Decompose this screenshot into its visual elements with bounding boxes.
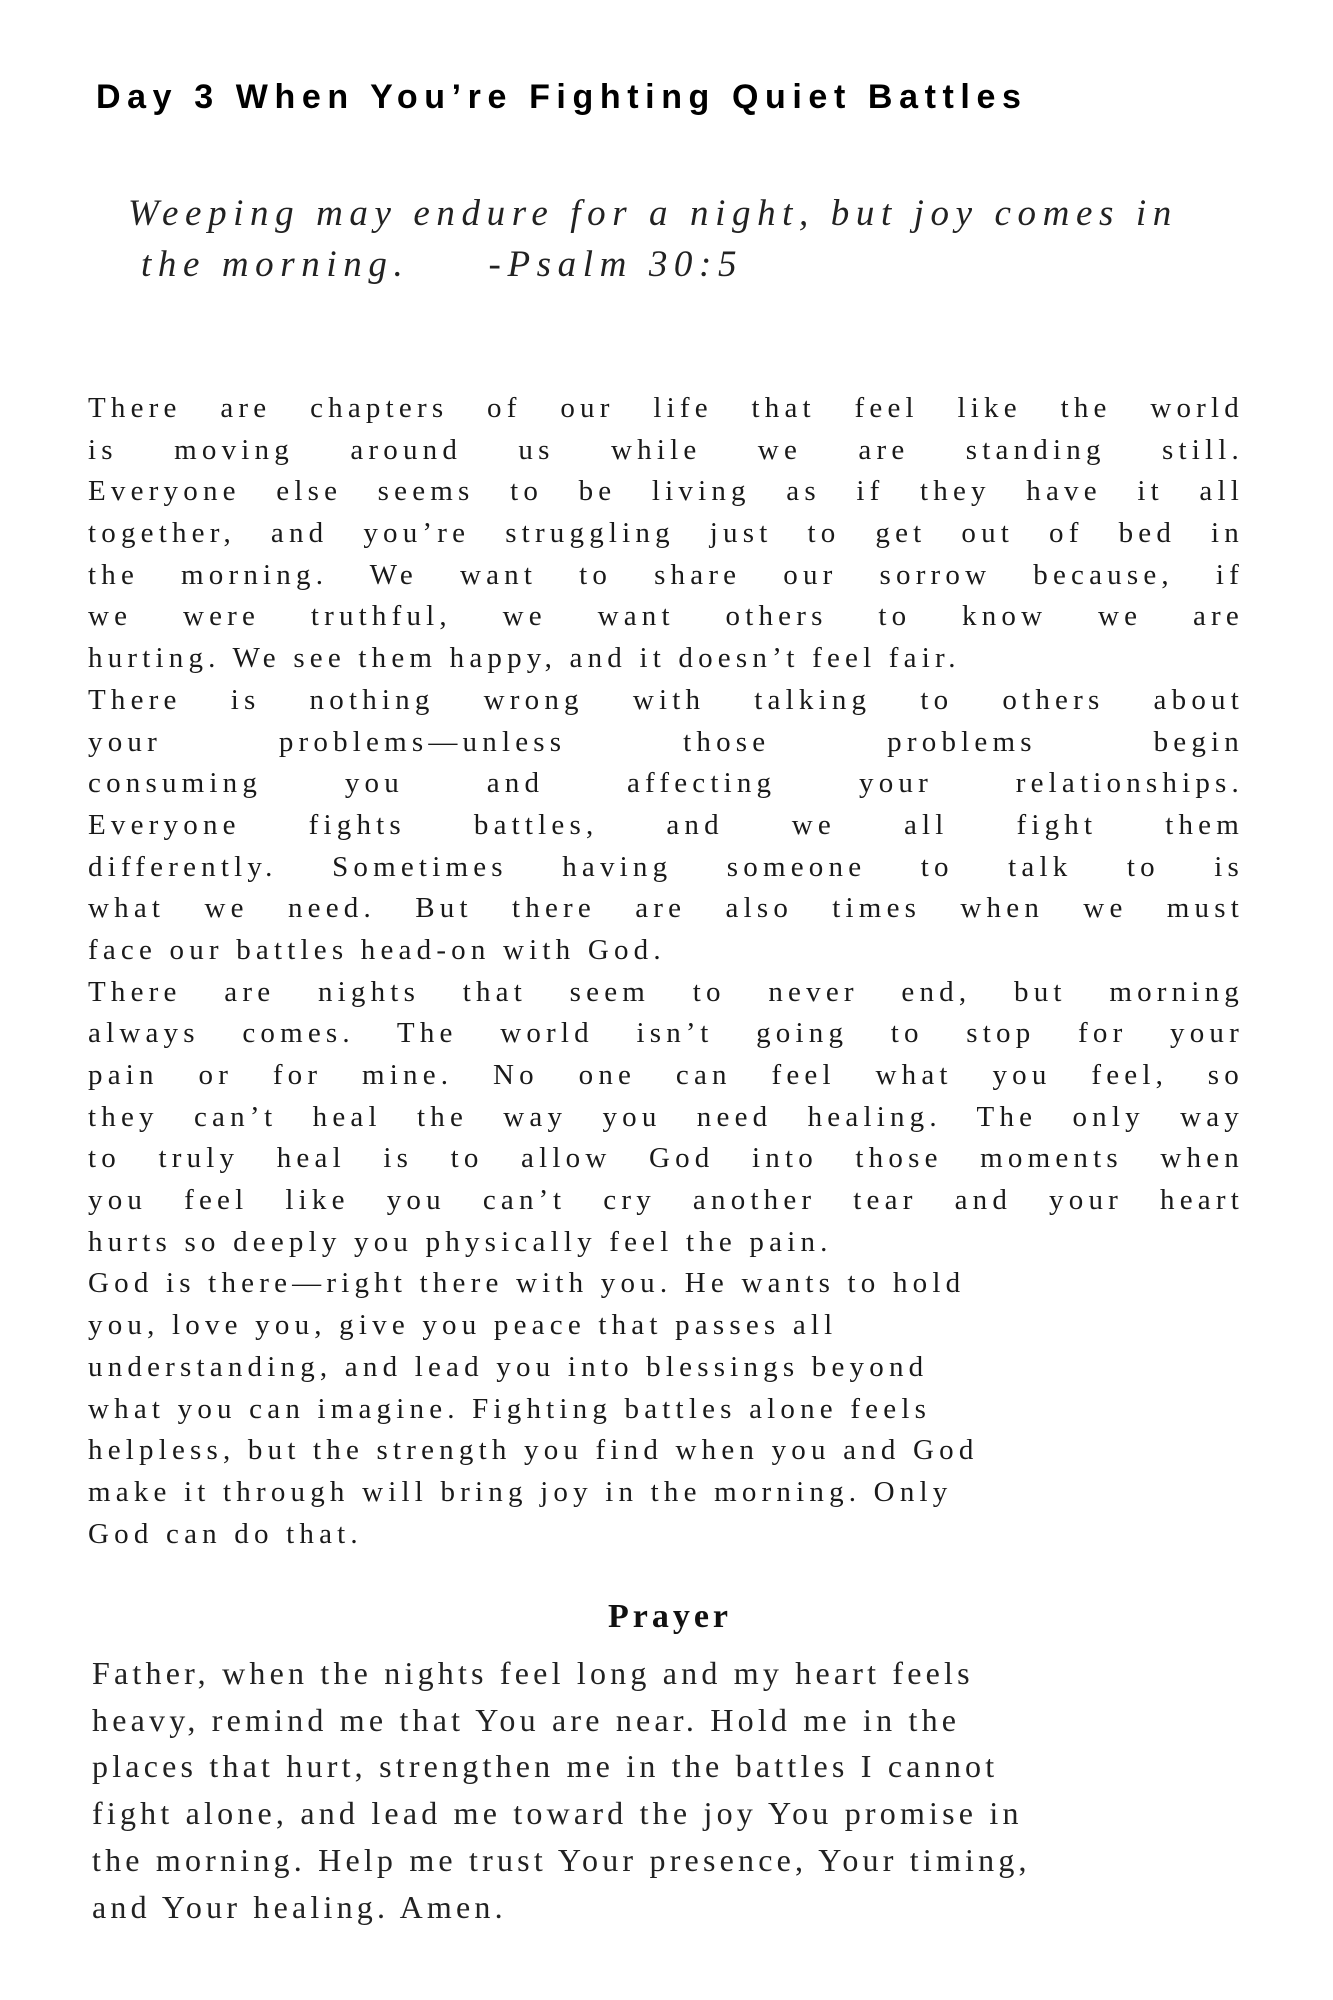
paragraph-line: together, and you’re struggling just to get out of bed in	[88, 517, 1244, 550]
quote-line: the morning. -Psalm 30:5	[141, 244, 744, 285]
prayer-line: places that hurt, strengthen me in the battles I cannot	[92, 1748, 999, 1785]
prayer-line: and Your healing. Amen.	[92, 1888, 507, 1925]
scripture-quote	[128, 188, 1178, 290]
prayer-heading: Prayer	[607, 1598, 733, 1635]
paragraph-line: you feel like you can’t cry another tear and your heart	[88, 1184, 1244, 1217]
prayer-line: Father, when the nights feel long and my heart feels	[92, 1655, 974, 1691]
paragraph-line: understanding, and lead you into blessings beyond	[88, 1350, 929, 1383]
paragraph-line: hurting. We see them happy, and it doesn’t feel fair.	[88, 642, 961, 675]
paragraph-line: to truly heal is to allow God into those moments when	[88, 1142, 1244, 1175]
paragraph-line: is moving around us while we are standing still.	[88, 433, 1244, 466]
prayer-line: fight alone, and lead me toward the joy You promise in	[92, 1795, 1023, 1832]
paragraph	[88, 1263, 1244, 1555]
paragraph-line: hurts so deeply you physically feel the pain.	[88, 1225, 833, 1258]
prayer-line: heavy, remind me that You are near. Hold me in the	[92, 1701, 961, 1738]
paragraph-line: make it through will bring joy in the morning. Only	[88, 1476, 953, 1508]
prayer-text	[92, 1650, 1031, 1930]
paragraph-line: pain or for mine. No one can feel what you feel, so	[88, 1059, 1244, 1092]
paragraph-line: There are nights that seem to never end, but morning	[88, 975, 1244, 1008]
paragraph-line: Everyone else seems to be living as if they have it all	[88, 475, 1244, 508]
paragraph-line: helpless, but the strength you find when you and God	[88, 1434, 979, 1467]
paragraph-line: always comes. The world isn’t going to stop for your	[88, 1017, 1244, 1050]
paragraph-line: There is nothing wrong with talking to others about	[88, 683, 1244, 716]
devotional-body	[88, 388, 1244, 1555]
paragraph-line: we were truthful, we want others to know we are	[88, 600, 1244, 633]
paragraph-line: they can’t heal the way you need healing. The only way	[88, 1100, 1244, 1133]
paragraph-line: face our battles head-on with God.	[88, 933, 666, 966]
paragraph-line: God can do that.	[88, 1517, 363, 1550]
paragraph-line: you, love you, give you peace that passes all	[88, 1309, 838, 1342]
paragraph-line: God is there—right there with you. He wants to hold	[88, 1267, 966, 1300]
paragraph-line: There are chapters of our life that feel like the world	[88, 392, 1244, 424]
paragraph-line: what you can imagine. Fighting battles alone feels	[88, 1392, 932, 1425]
paragraph-line: what we need. But there are also times when we must	[88, 892, 1244, 925]
prayer-line: the morning. Help me trust Your presence, Your timing,	[92, 1841, 1031, 1878]
paragraph-line: consuming you and affecting your relationships.	[88, 767, 1244, 800]
paragraph-line: Everyone fights battles, and we all fight them	[88, 808, 1244, 841]
paragraph	[88, 972, 1244, 1264]
paragraph-line: your problems—unless those problems begin	[88, 725, 1244, 758]
paragraph-line: the morning. We want to share our sorrow because, if	[88, 558, 1244, 591]
paragraph	[88, 680, 1244, 972]
paragraph-line: differently. Sometimes having someone to talk to is	[88, 850, 1244, 883]
quote-line: Weeping may endure for a night, but joy comes in	[128, 193, 1178, 234]
page-title: Day 3 When You’re Fighting Quiet Battles	[96, 78, 1028, 116]
paragraph	[88, 388, 1244, 680]
